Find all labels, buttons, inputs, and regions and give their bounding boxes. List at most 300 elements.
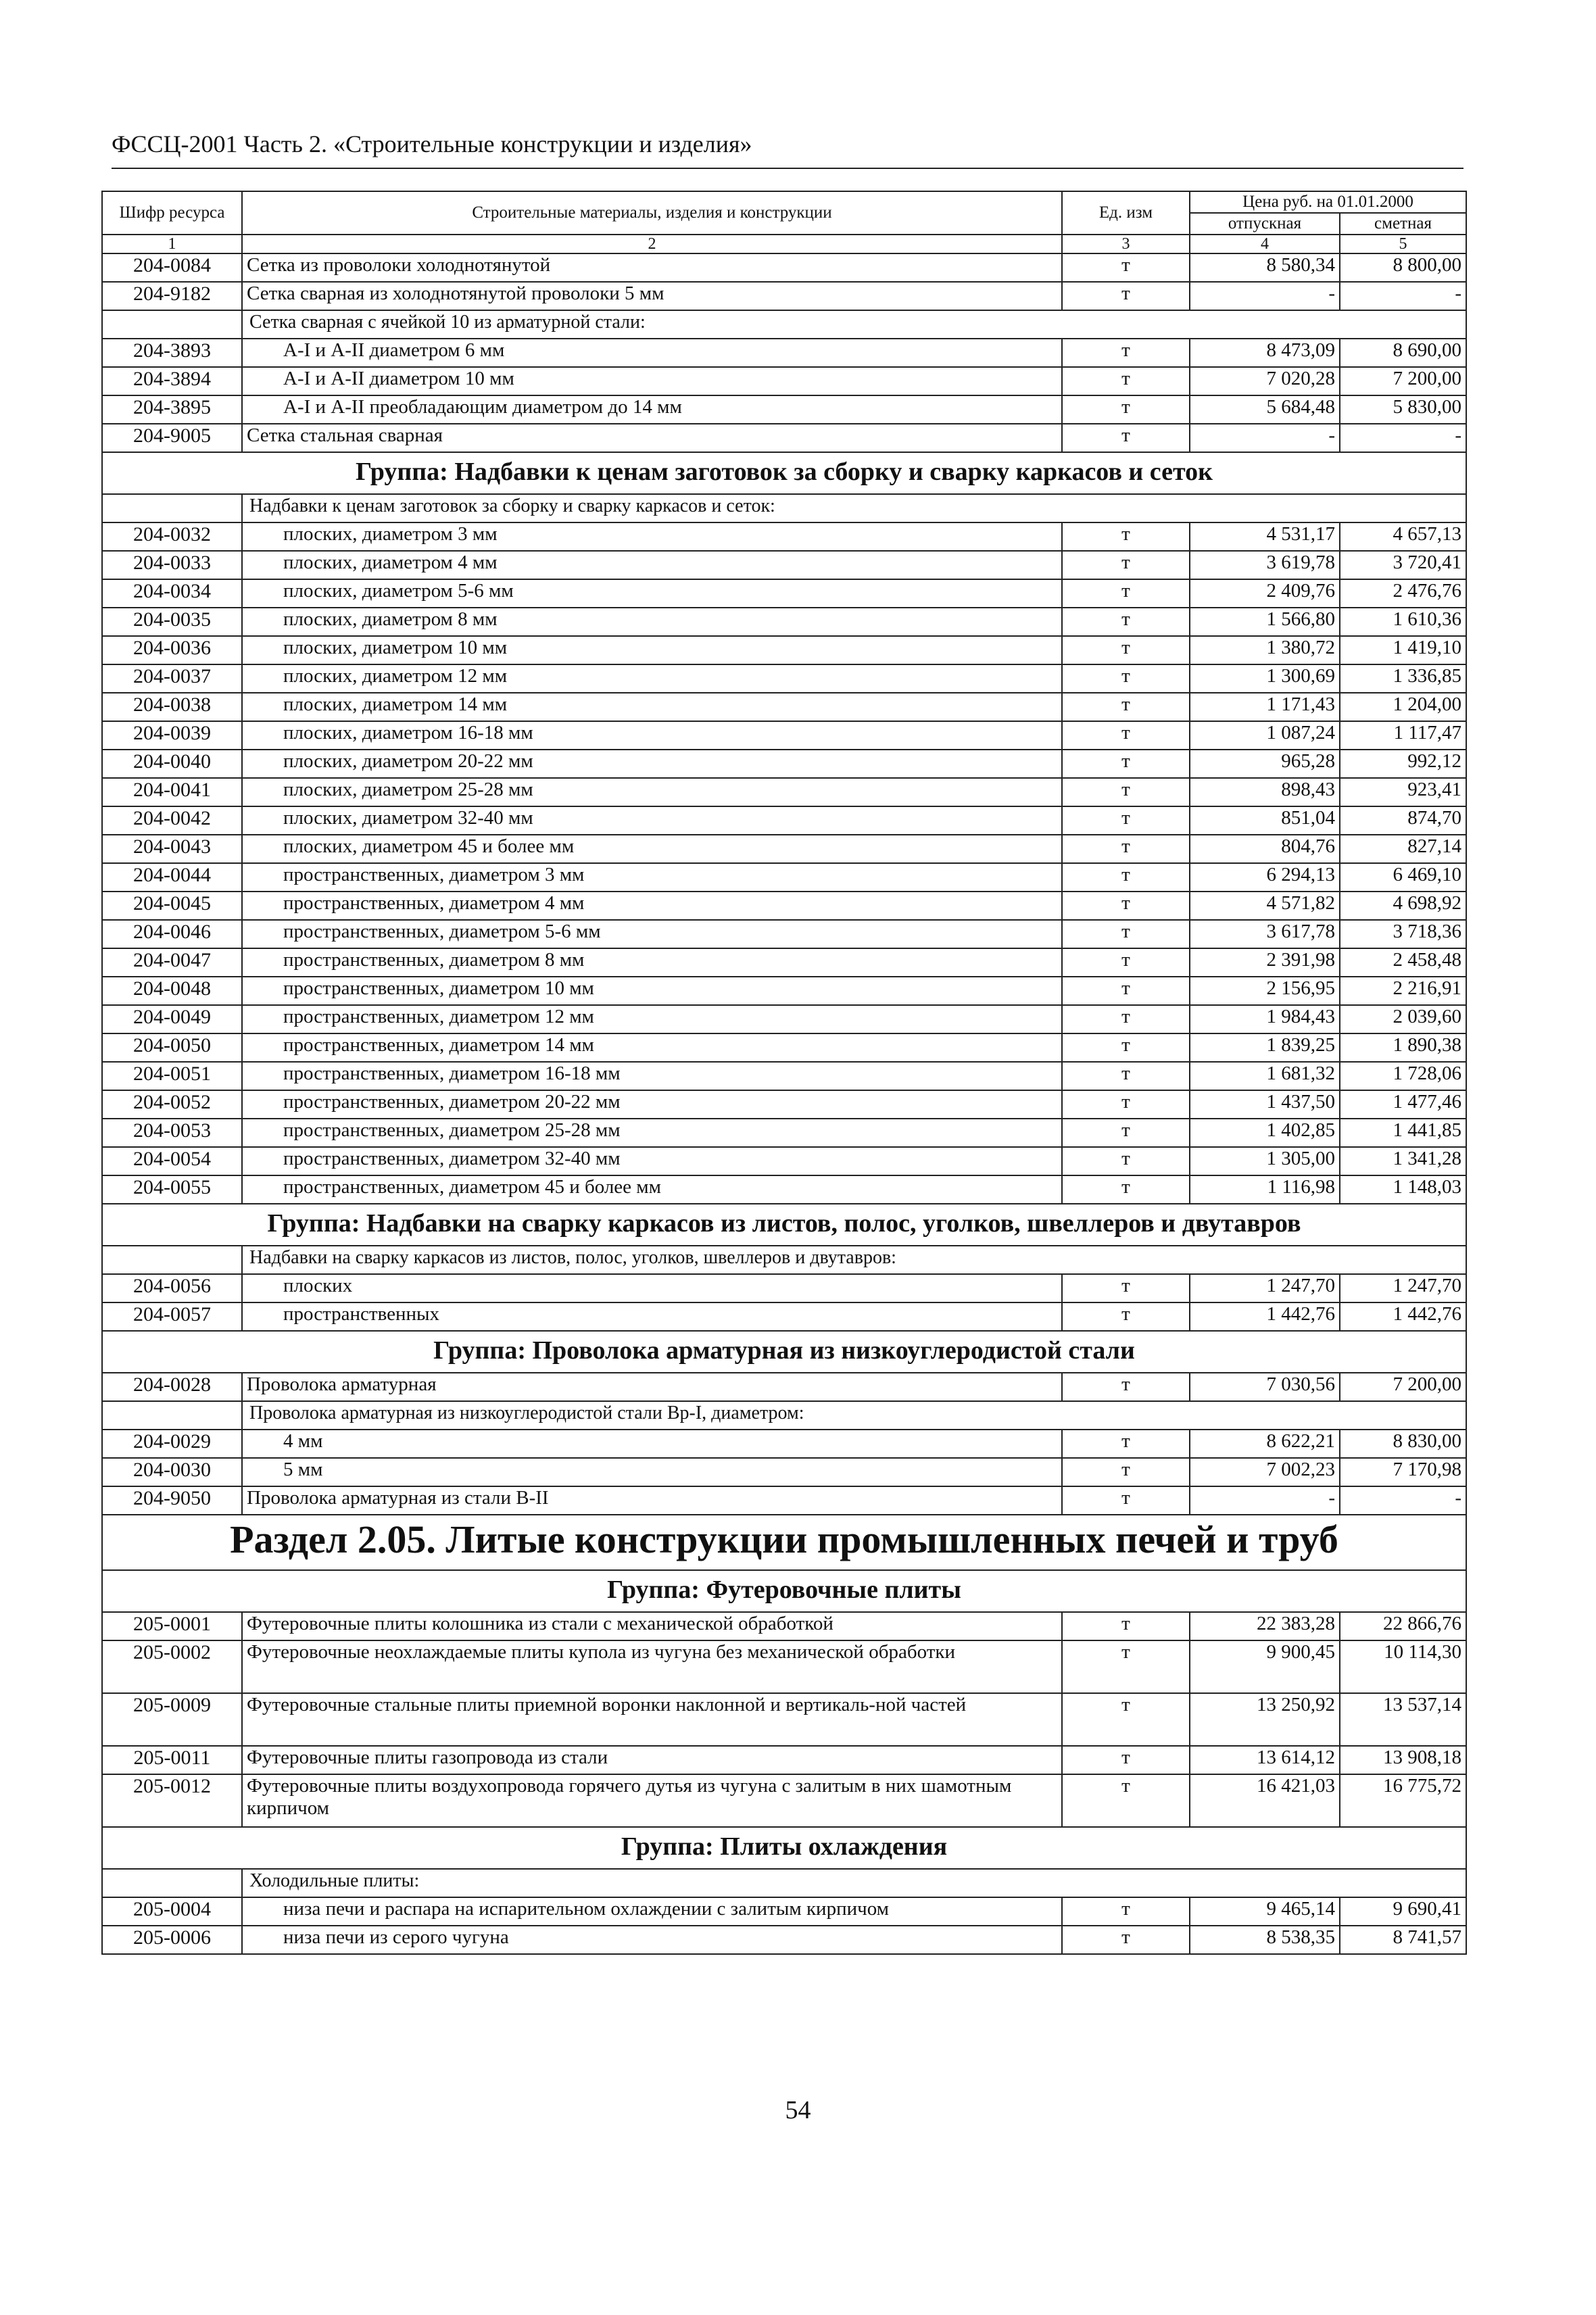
- estimate-price: 1 336,85: [1340, 664, 1466, 693]
- resource-code: 204-0055: [102, 1175, 242, 1204]
- release-price: -: [1190, 282, 1340, 310]
- estimate-price: 1 890,38: [1340, 1033, 1466, 1062]
- table-row: [102, 1746, 1466, 1774]
- release-price: 1 380,72: [1190, 636, 1340, 664]
- estimate-price: 2 216,91: [1340, 977, 1466, 1005]
- release-price: 1 305,00: [1190, 1147, 1340, 1175]
- item-name: А-I и А-II диаметром 6 мм: [242, 339, 1062, 367]
- resource-code: 204-0084: [102, 253, 242, 282]
- table-row: [102, 1119, 1466, 1147]
- release-price: 8 580,34: [1190, 253, 1340, 282]
- item-name: А-I и А-II диаметром 10 мм: [242, 367, 1062, 395]
- item-name: Проволока арматурная из стали В-II: [242, 1486, 1062, 1515]
- resource-code: 204-0045: [102, 892, 242, 920]
- table-row: [102, 750, 1466, 778]
- subheading-row: [102, 1246, 1466, 1274]
- col-header-code: Шифр ресурса: [102, 191, 242, 235]
- col-header-unit: Ед. изм: [1062, 191, 1190, 235]
- table-row: [102, 1430, 1466, 1458]
- col-header-release-price: отпускная: [1190, 213, 1340, 235]
- col-number: 5: [1340, 235, 1466, 253]
- release-price: 13 614,12: [1190, 1746, 1340, 1774]
- estimate-price: 2 458,48: [1340, 948, 1466, 977]
- item-name: плоских, диаметром 12 мм: [242, 664, 1062, 693]
- page-number: 54: [785, 2096, 811, 2124]
- resource-code: 204-9050: [102, 1486, 242, 1515]
- item-name: плоских, диаметром 8 мм: [242, 608, 1062, 636]
- subheading: Надбавки к ценам заготовок за сборку и сварку каркасов и сеток:: [242, 494, 1466, 522]
- unit: т: [1062, 395, 1190, 424]
- release-price: 5 684,48: [1190, 395, 1340, 424]
- item-name: 5 мм: [242, 1458, 1062, 1486]
- table-row: [102, 1147, 1466, 1175]
- item-name: пространственных, диаметром 16-18 мм: [242, 1062, 1062, 1090]
- col-number: 1: [102, 235, 242, 253]
- estimate-price: 3 718,36: [1340, 920, 1466, 948]
- resource-code: 205-0001: [102, 1612, 242, 1640]
- subheading-row: [102, 494, 1466, 522]
- unit: т: [1062, 1005, 1190, 1033]
- estimate-price: 1 148,03: [1340, 1175, 1466, 1204]
- group-row: [102, 1331, 1466, 1373]
- empty-cell: [102, 1401, 242, 1430]
- resource-code: 204-0051: [102, 1062, 242, 1090]
- resource-code: 204-0048: [102, 977, 242, 1005]
- table-row: [102, 367, 1466, 395]
- item-name: плоских, диаметром 10 мм: [242, 636, 1062, 664]
- table-row: [102, 863, 1466, 892]
- estimate-price: 1 441,85: [1340, 1119, 1466, 1147]
- estimate-price: 7 200,00: [1340, 1373, 1466, 1401]
- release-price: 1 566,80: [1190, 608, 1340, 636]
- unit: т: [1062, 892, 1190, 920]
- unit: т: [1062, 721, 1190, 750]
- resource-code: 204-0034: [102, 579, 242, 608]
- unit: т: [1062, 608, 1190, 636]
- resource-code: 204-0040: [102, 750, 242, 778]
- estimate-price: 3 720,41: [1340, 551, 1466, 579]
- estimate-price: 16 775,72: [1340, 1774, 1466, 1827]
- table-row: [102, 948, 1466, 977]
- table-row: [102, 778, 1466, 806]
- unit: т: [1062, 551, 1190, 579]
- release-price: 9 465,14: [1190, 1897, 1340, 1926]
- empty-cell: [102, 310, 242, 339]
- unit: т: [1062, 424, 1190, 452]
- unit: т: [1062, 948, 1190, 977]
- release-price: 16 421,03: [1190, 1774, 1340, 1827]
- release-price: 1 681,32: [1190, 1062, 1340, 1090]
- unit: т: [1062, 636, 1190, 664]
- estimate-price: 1 247,70: [1340, 1274, 1466, 1302]
- group-title: Группа: Футеровочные плиты: [102, 1570, 1466, 1612]
- resource-code: 204-0053: [102, 1119, 242, 1147]
- table-row: [102, 636, 1466, 664]
- release-price: 7 002,23: [1190, 1458, 1340, 1486]
- unit: т: [1062, 664, 1190, 693]
- group-title: Группа: Надбавки на сварку каркасов из листов, полос, уголков, швеллеров и двутавров: [102, 1204, 1466, 1246]
- resource-code: 204-0056: [102, 1274, 242, 1302]
- empty-cell: [102, 494, 242, 522]
- unit: т: [1062, 1430, 1190, 1458]
- estimate-price: 992,12: [1340, 750, 1466, 778]
- subheading: Холодильные плиты:: [242, 1869, 1466, 1897]
- release-price: 6 294,13: [1190, 863, 1340, 892]
- subheading-row: [102, 310, 1466, 339]
- item-name: пространственных, диаметром 25-28 мм: [242, 1119, 1062, 1147]
- table-row: [102, 920, 1466, 948]
- table-row: [102, 1774, 1466, 1827]
- table-row: [102, 977, 1466, 1005]
- release-price: 8 622,21: [1190, 1430, 1340, 1458]
- release-price: 804,76: [1190, 835, 1340, 863]
- unit: т: [1062, 1640, 1190, 1693]
- table-row: [102, 1062, 1466, 1090]
- subheading-row: [102, 1869, 1466, 1897]
- empty-cell: [102, 1869, 242, 1897]
- estimate-price: -: [1340, 424, 1466, 452]
- group-row: [102, 452, 1466, 494]
- item-name: пространственных: [242, 1302, 1062, 1331]
- resource-code: 205-0012: [102, 1774, 242, 1827]
- unit: т: [1062, 920, 1190, 948]
- estimate-price: 8 741,57: [1340, 1926, 1466, 1954]
- estimate-price: 923,41: [1340, 778, 1466, 806]
- estimate-price: 1 477,46: [1340, 1090, 1466, 1119]
- table-row: [102, 282, 1466, 310]
- table-row: [102, 1090, 1466, 1119]
- table-row: [102, 1458, 1466, 1486]
- unit: т: [1062, 806, 1190, 835]
- estimate-price: 13 908,18: [1340, 1746, 1466, 1774]
- resource-code: 204-0049: [102, 1005, 242, 1033]
- unit: т: [1062, 977, 1190, 1005]
- table-row: [102, 551, 1466, 579]
- table-row: [102, 1373, 1466, 1401]
- unit: т: [1062, 1897, 1190, 1926]
- table-row: [102, 721, 1466, 750]
- estimate-price: 5 830,00: [1340, 395, 1466, 424]
- resource-code: 204-0042: [102, 806, 242, 835]
- unit: т: [1062, 1373, 1190, 1401]
- item-name: пространственных, диаметром 45 и более мм: [242, 1175, 1062, 1204]
- col-header-estimate-price: сметная: [1340, 213, 1466, 235]
- price-table: [101, 191, 1466, 1955]
- release-price: 1 116,98: [1190, 1175, 1340, 1204]
- resource-code: 204-0054: [102, 1147, 242, 1175]
- resource-code: 204-0036: [102, 636, 242, 664]
- group-title: Группа: Плиты охлаждения: [102, 1827, 1466, 1869]
- release-price: 1 839,25: [1190, 1033, 1340, 1062]
- unit: т: [1062, 1693, 1190, 1746]
- group-title: Группа: Проволока арматурная из низкоуглеродистой стали: [102, 1331, 1466, 1373]
- resource-code: 205-0009: [102, 1693, 242, 1746]
- item-name: пространственных, диаметром 10 мм: [242, 977, 1062, 1005]
- unit: т: [1062, 778, 1190, 806]
- resource-code: 204-0032: [102, 522, 242, 551]
- unit: т: [1062, 579, 1190, 608]
- estimate-price: 7 170,98: [1340, 1458, 1466, 1486]
- estimate-price: 1 728,06: [1340, 1062, 1466, 1090]
- unit: т: [1062, 1926, 1190, 1954]
- unit: т: [1062, 1147, 1190, 1175]
- item-name: низа печи и распара на испарительном охлаждении с залитым кирпичом: [242, 1897, 1062, 1926]
- unit: т: [1062, 1486, 1190, 1515]
- table-row: [102, 1897, 1466, 1926]
- release-price: 1 984,43: [1190, 1005, 1340, 1033]
- estimate-price: 13 537,14: [1340, 1693, 1466, 1746]
- item-name: Сетка из проволоки холоднотянутой: [242, 253, 1062, 282]
- item-name: плоских: [242, 1274, 1062, 1302]
- release-price: 3 617,78: [1190, 920, 1340, 948]
- item-name: плоских, диаметром 14 мм: [242, 693, 1062, 721]
- unit: т: [1062, 522, 1190, 551]
- header-rule: [112, 168, 1464, 169]
- item-name: низа печи из серого чугуна: [242, 1926, 1062, 1954]
- table-body: [102, 253, 1466, 1954]
- resource-code: 204-0029: [102, 1430, 242, 1458]
- release-price: 1 300,69: [1190, 664, 1340, 693]
- item-name: 4 мм: [242, 1430, 1062, 1458]
- estimate-price: 2 039,60: [1340, 1005, 1466, 1033]
- unit: т: [1062, 1302, 1190, 1331]
- item-name: Футеровочные плиты воздухопровода горячего дутья из чугуна с залитым в них шамотным кирпичом: [242, 1774, 1062, 1827]
- item-name: плоских, диаметром 45 и более мм: [242, 835, 1062, 863]
- table-row: [102, 1033, 1466, 1062]
- item-name: Футеровочные плиты колошника из стали с механической обработкой: [242, 1612, 1062, 1640]
- table-row: [102, 835, 1466, 863]
- item-name: пространственных, диаметром 8 мм: [242, 948, 1062, 977]
- item-name: Футеровочные стальные плиты приемной воронки наклонной и вертикаль-ной частей: [242, 1693, 1062, 1746]
- table-row: [102, 1274, 1466, 1302]
- resource-code: 204-0043: [102, 835, 242, 863]
- table-row: [102, 1005, 1466, 1033]
- section-row: [102, 1515, 1466, 1570]
- table-row: [102, 664, 1466, 693]
- release-price: 965,28: [1190, 750, 1340, 778]
- col-number: 2: [242, 235, 1062, 253]
- resource-code: 204-0050: [102, 1033, 242, 1062]
- resource-code: 204-9182: [102, 282, 242, 310]
- unit: т: [1062, 1175, 1190, 1204]
- item-name: плоских, диаметром 16-18 мм: [242, 721, 1062, 750]
- release-price: 13 250,92: [1190, 1693, 1340, 1746]
- estimate-price: 1 341,28: [1340, 1147, 1466, 1175]
- estimate-price: 1 204,00: [1340, 693, 1466, 721]
- unit: т: [1062, 693, 1190, 721]
- group-title: Группа: Надбавки к ценам заготовок за сборку и сварку каркасов и сеток: [102, 452, 1466, 494]
- item-name: плоских, диаметром 32-40 мм: [242, 806, 1062, 835]
- table-row: [102, 522, 1466, 551]
- table-row: [102, 1926, 1466, 1954]
- item-name: плоских, диаметром 20-22 мм: [242, 750, 1062, 778]
- table-row: [102, 892, 1466, 920]
- unit: т: [1062, 1033, 1190, 1062]
- unit: т: [1062, 1090, 1190, 1119]
- estimate-price: 6 469,10: [1340, 863, 1466, 892]
- subheading-row: [102, 1401, 1466, 1430]
- release-price: 9 900,45: [1190, 1640, 1340, 1693]
- release-price: 3 619,78: [1190, 551, 1340, 579]
- release-price: 7 020,28: [1190, 367, 1340, 395]
- estimate-price: 9 690,41: [1340, 1897, 1466, 1926]
- release-price: 898,43: [1190, 778, 1340, 806]
- release-price: 8 473,09: [1190, 339, 1340, 367]
- release-price: 1 437,50: [1190, 1090, 1340, 1119]
- estimate-price: 1 610,36: [1340, 608, 1466, 636]
- table-row: [102, 579, 1466, 608]
- resource-code: 204-0037: [102, 664, 242, 693]
- subheading: Проволока арматурная из низкоуглеродистой стали Вр-I, диаметром:: [242, 1401, 1466, 1430]
- page-header: ФССЦ-2001 Часть 2. «Строительные конструкции и изделия»: [112, 130, 752, 157]
- estimate-price: 8 800,00: [1340, 253, 1466, 282]
- estimate-price: 1 442,76: [1340, 1302, 1466, 1331]
- table-row: [102, 806, 1466, 835]
- unit: т: [1062, 1612, 1190, 1640]
- release-price: -: [1190, 1486, 1340, 1515]
- estimate-price: 22 866,76: [1340, 1612, 1466, 1640]
- empty-cell: [102, 1246, 242, 1274]
- unit: т: [1062, 1458, 1190, 1486]
- item-name: Проволока арматурная: [242, 1373, 1062, 1401]
- resource-code: 205-0011: [102, 1746, 242, 1774]
- release-price: 2 391,98: [1190, 948, 1340, 977]
- item-name: плоских, диаметром 25-28 мм: [242, 778, 1062, 806]
- resource-code: 204-0030: [102, 1458, 242, 1486]
- unit: т: [1062, 367, 1190, 395]
- resource-code: 204-0041: [102, 778, 242, 806]
- table-row: [102, 608, 1466, 636]
- table-row: [102, 1640, 1466, 1693]
- subheading: Надбавки на сварку каркасов из листов, полос, уголков, швеллеров и двутавров:: [242, 1246, 1466, 1274]
- estimate-price: -: [1340, 1486, 1466, 1515]
- resource-code: 204-0039: [102, 721, 242, 750]
- item-name: Футеровочные неохлаждаемые плиты купола из чугуна без механической обработки: [242, 1640, 1062, 1693]
- unit: т: [1062, 282, 1190, 310]
- release-price: 1 171,43: [1190, 693, 1340, 721]
- resource-code: 205-0004: [102, 1897, 242, 1926]
- resource-code: 204-0028: [102, 1373, 242, 1401]
- table-row: [102, 1486, 1466, 1515]
- col-number: 4: [1190, 235, 1340, 253]
- item-name: пространственных, диаметром 3 мм: [242, 863, 1062, 892]
- estimate-price: 10 114,30: [1340, 1640, 1466, 1693]
- release-price: 1 087,24: [1190, 721, 1340, 750]
- release-price: 4 571,82: [1190, 892, 1340, 920]
- unit: т: [1062, 863, 1190, 892]
- item-name: пространственных, диаметром 32-40 мм: [242, 1147, 1062, 1175]
- unit: т: [1062, 1119, 1190, 1147]
- item-name: плоских, диаметром 5-6 мм: [242, 579, 1062, 608]
- section-title: Раздел 2.05. Литые конструкции промышленных печей и труб: [102, 1515, 1466, 1570]
- table-row: [102, 253, 1466, 282]
- resource-code: 204-3895: [102, 395, 242, 424]
- release-price: 8 538,35: [1190, 1926, 1340, 1954]
- resource-code: 204-0047: [102, 948, 242, 977]
- estimate-price: 827,14: [1340, 835, 1466, 863]
- col-header-price: Цена руб. на 01.01.2000: [1190, 191, 1466, 213]
- estimate-price: 1 419,10: [1340, 636, 1466, 664]
- unit: т: [1062, 1062, 1190, 1090]
- item-name: пространственных, диаметром 12 мм: [242, 1005, 1062, 1033]
- group-row: [102, 1570, 1466, 1612]
- item-name: Сетка стальная сварная: [242, 424, 1062, 452]
- group-row: [102, 1827, 1466, 1869]
- estimate-price: 4 698,92: [1340, 892, 1466, 920]
- estimate-price: 2 476,76: [1340, 579, 1466, 608]
- item-name: А-I и А-II преобладающим диаметром до 14 мм: [242, 395, 1062, 424]
- release-price: 4 531,17: [1190, 522, 1340, 551]
- resource-code: 204-9005: [102, 424, 242, 452]
- release-price: 1 402,85: [1190, 1119, 1340, 1147]
- estimate-price: 4 657,13: [1340, 522, 1466, 551]
- item-name: пространственных, диаметром 20-22 мм: [242, 1090, 1062, 1119]
- item-name: плоских, диаметром 4 мм: [242, 551, 1062, 579]
- resource-code: 204-0038: [102, 693, 242, 721]
- resource-code: 204-0035: [102, 608, 242, 636]
- item-name: пространственных, диаметром 5-6 мм: [242, 920, 1062, 948]
- release-price: 2 156,95: [1190, 977, 1340, 1005]
- resource-code: 204-0052: [102, 1090, 242, 1119]
- unit: т: [1062, 1746, 1190, 1774]
- table-row: [102, 1302, 1466, 1331]
- resource-code: 204-0044: [102, 863, 242, 892]
- estimate-price: 7 200,00: [1340, 367, 1466, 395]
- release-price: 7 030,56: [1190, 1373, 1340, 1401]
- unit: т: [1062, 750, 1190, 778]
- table-row: [102, 424, 1466, 452]
- table-row: [102, 693, 1466, 721]
- unit: т: [1062, 253, 1190, 282]
- item-name: плоских, диаметром 3 мм: [242, 522, 1062, 551]
- resource-code: 204-0046: [102, 920, 242, 948]
- release-price: 2 409,76: [1190, 579, 1340, 608]
- estimate-price: 874,70: [1340, 806, 1466, 835]
- unit: т: [1062, 339, 1190, 367]
- release-price: 1 442,76: [1190, 1302, 1340, 1331]
- table-row: [102, 395, 1466, 424]
- table-row: [102, 1175, 1466, 1204]
- resource-code: 204-3894: [102, 367, 242, 395]
- estimate-price: 1 117,47: [1340, 721, 1466, 750]
- col-number: 3: [1062, 235, 1190, 253]
- estimate-price: -: [1340, 282, 1466, 310]
- release-price: 22 383,28: [1190, 1612, 1340, 1640]
- resource-code: 205-0006: [102, 1926, 242, 1954]
- resource-code: 204-3893: [102, 339, 242, 367]
- table-row: [102, 339, 1466, 367]
- table-row: [102, 1693, 1466, 1746]
- group-row: [102, 1204, 1466, 1246]
- item-name: Футеровочные плиты газопровода из стали: [242, 1746, 1062, 1774]
- unit: т: [1062, 1774, 1190, 1827]
- subheading: Сетка сварная с ячейкой 10 из арматурной стали:: [242, 310, 1466, 339]
- item-name: Сетка сварная из холоднотянутой проволоки 5 мм: [242, 282, 1062, 310]
- release-price: 851,04: [1190, 806, 1340, 835]
- table-row: [102, 1612, 1466, 1640]
- release-price: 1 247,70: [1190, 1274, 1340, 1302]
- estimate-price: 8 830,00: [1340, 1430, 1466, 1458]
- col-header-name: Строительные материалы, изделия и конструкции: [242, 191, 1062, 235]
- unit: т: [1062, 835, 1190, 863]
- release-price: -: [1190, 424, 1340, 452]
- item-name: пространственных, диаметром 4 мм: [242, 892, 1062, 920]
- item-name: пространственных, диаметром 14 мм: [242, 1033, 1062, 1062]
- resource-code: 205-0002: [102, 1640, 242, 1693]
- resource-code: 204-0057: [102, 1302, 242, 1331]
- unit: т: [1062, 1274, 1190, 1302]
- estimate-price: 8 690,00: [1340, 339, 1466, 367]
